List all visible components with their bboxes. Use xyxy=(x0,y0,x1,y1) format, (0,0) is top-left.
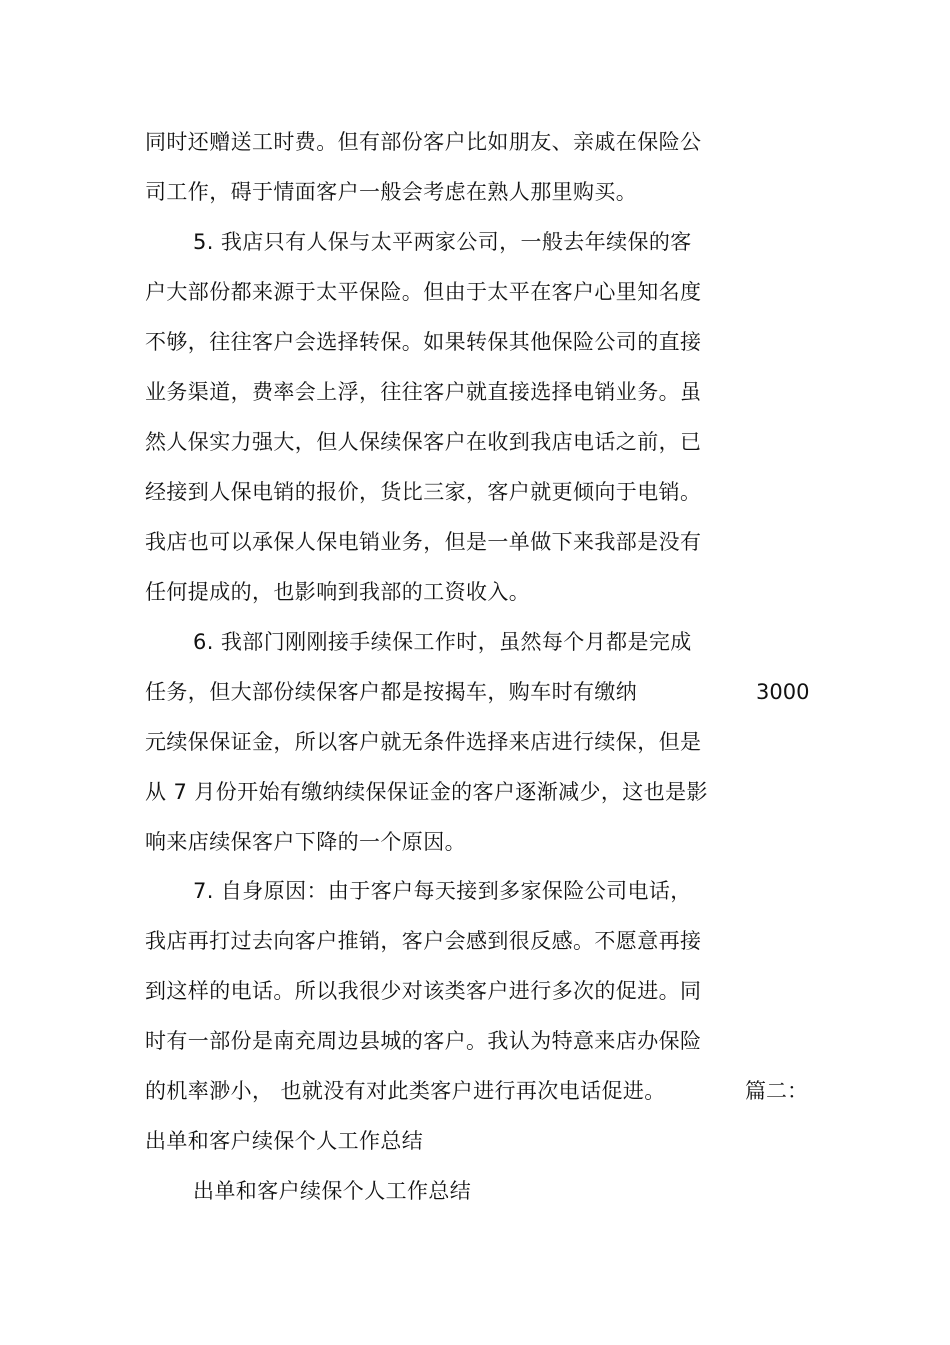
body-line: 任务，但大部份续保客户都是按揭车，购车时有缴纳 xyxy=(145,680,638,704)
body-line: 时有一部份是南充周边县城的客户。我认为特意来店办保险 xyxy=(145,1029,702,1053)
body-line: 户大部份都来源于太平保险。但由于太平在客户心里知名度 xyxy=(145,280,702,304)
section-label: 篇二： xyxy=(745,1079,808,1103)
body-line: 经接到人保电销的报价，货比三家，客户就更倾向于电销。 xyxy=(145,480,702,504)
body-line: 从 7 月份开始有缴纳续保保证金的客户逐渐减少，这也是影 xyxy=(145,780,708,804)
body-line: 响来店续保客户下降的一个原因。 xyxy=(145,830,466,854)
body-line: 我店再打过去向客户推销，客户会感到很反感。不愿意再接 xyxy=(145,929,702,953)
item-6-line: 6. 我部门刚刚接手续保工作时，虽然每个月都是完成 xyxy=(193,630,692,654)
item-7-line: 7. 自身原因：由于客户每天接到多家保险公司电话， xyxy=(193,879,692,903)
item-5-line: 5. 我店只有人保与太平两家公司，一般去年续保的客 xyxy=(193,230,692,254)
body-line: 的机率渺小， 也就没有对此类客户进行再次电话促进。 xyxy=(145,1079,666,1103)
section-title: 出单和客户续保个人工作总结 xyxy=(193,1179,472,1203)
section-heading: 出单和客户续保个人工作总结 xyxy=(145,1129,424,1153)
body-line: 同时还赠送工时费。但有部份客户比如朋友、亲戚在保险公 xyxy=(145,130,702,154)
body-line: 业务渠道，费率会上浮，往往客户就直接选择电销业务。虽 xyxy=(145,380,702,404)
body-line: 我店也可以承保人保电销业务，但是一单做下来我部是没有 xyxy=(145,530,702,554)
body-line: 到这样的电话。所以我很少对该类客户进行多次的促进。同 xyxy=(145,979,702,1003)
body-line: 然人保实力强大，但人保续保客户在收到我店电话之前，已 xyxy=(145,430,702,454)
body-line: 司工作，碍于情面客户一般会考虑在熟人那里购买。 xyxy=(145,180,638,204)
body-line: 元续保保证金，所以客户就无条件选择来店进行续保，但是 xyxy=(145,730,702,754)
body-line: 不够，往往客户会选择转保。如果转保其他保险公司的直接 xyxy=(145,330,702,354)
amount-text: 3000 xyxy=(756,680,810,704)
body-line: 任何提成的，也影响到我部的工资收入。 xyxy=(145,580,531,604)
